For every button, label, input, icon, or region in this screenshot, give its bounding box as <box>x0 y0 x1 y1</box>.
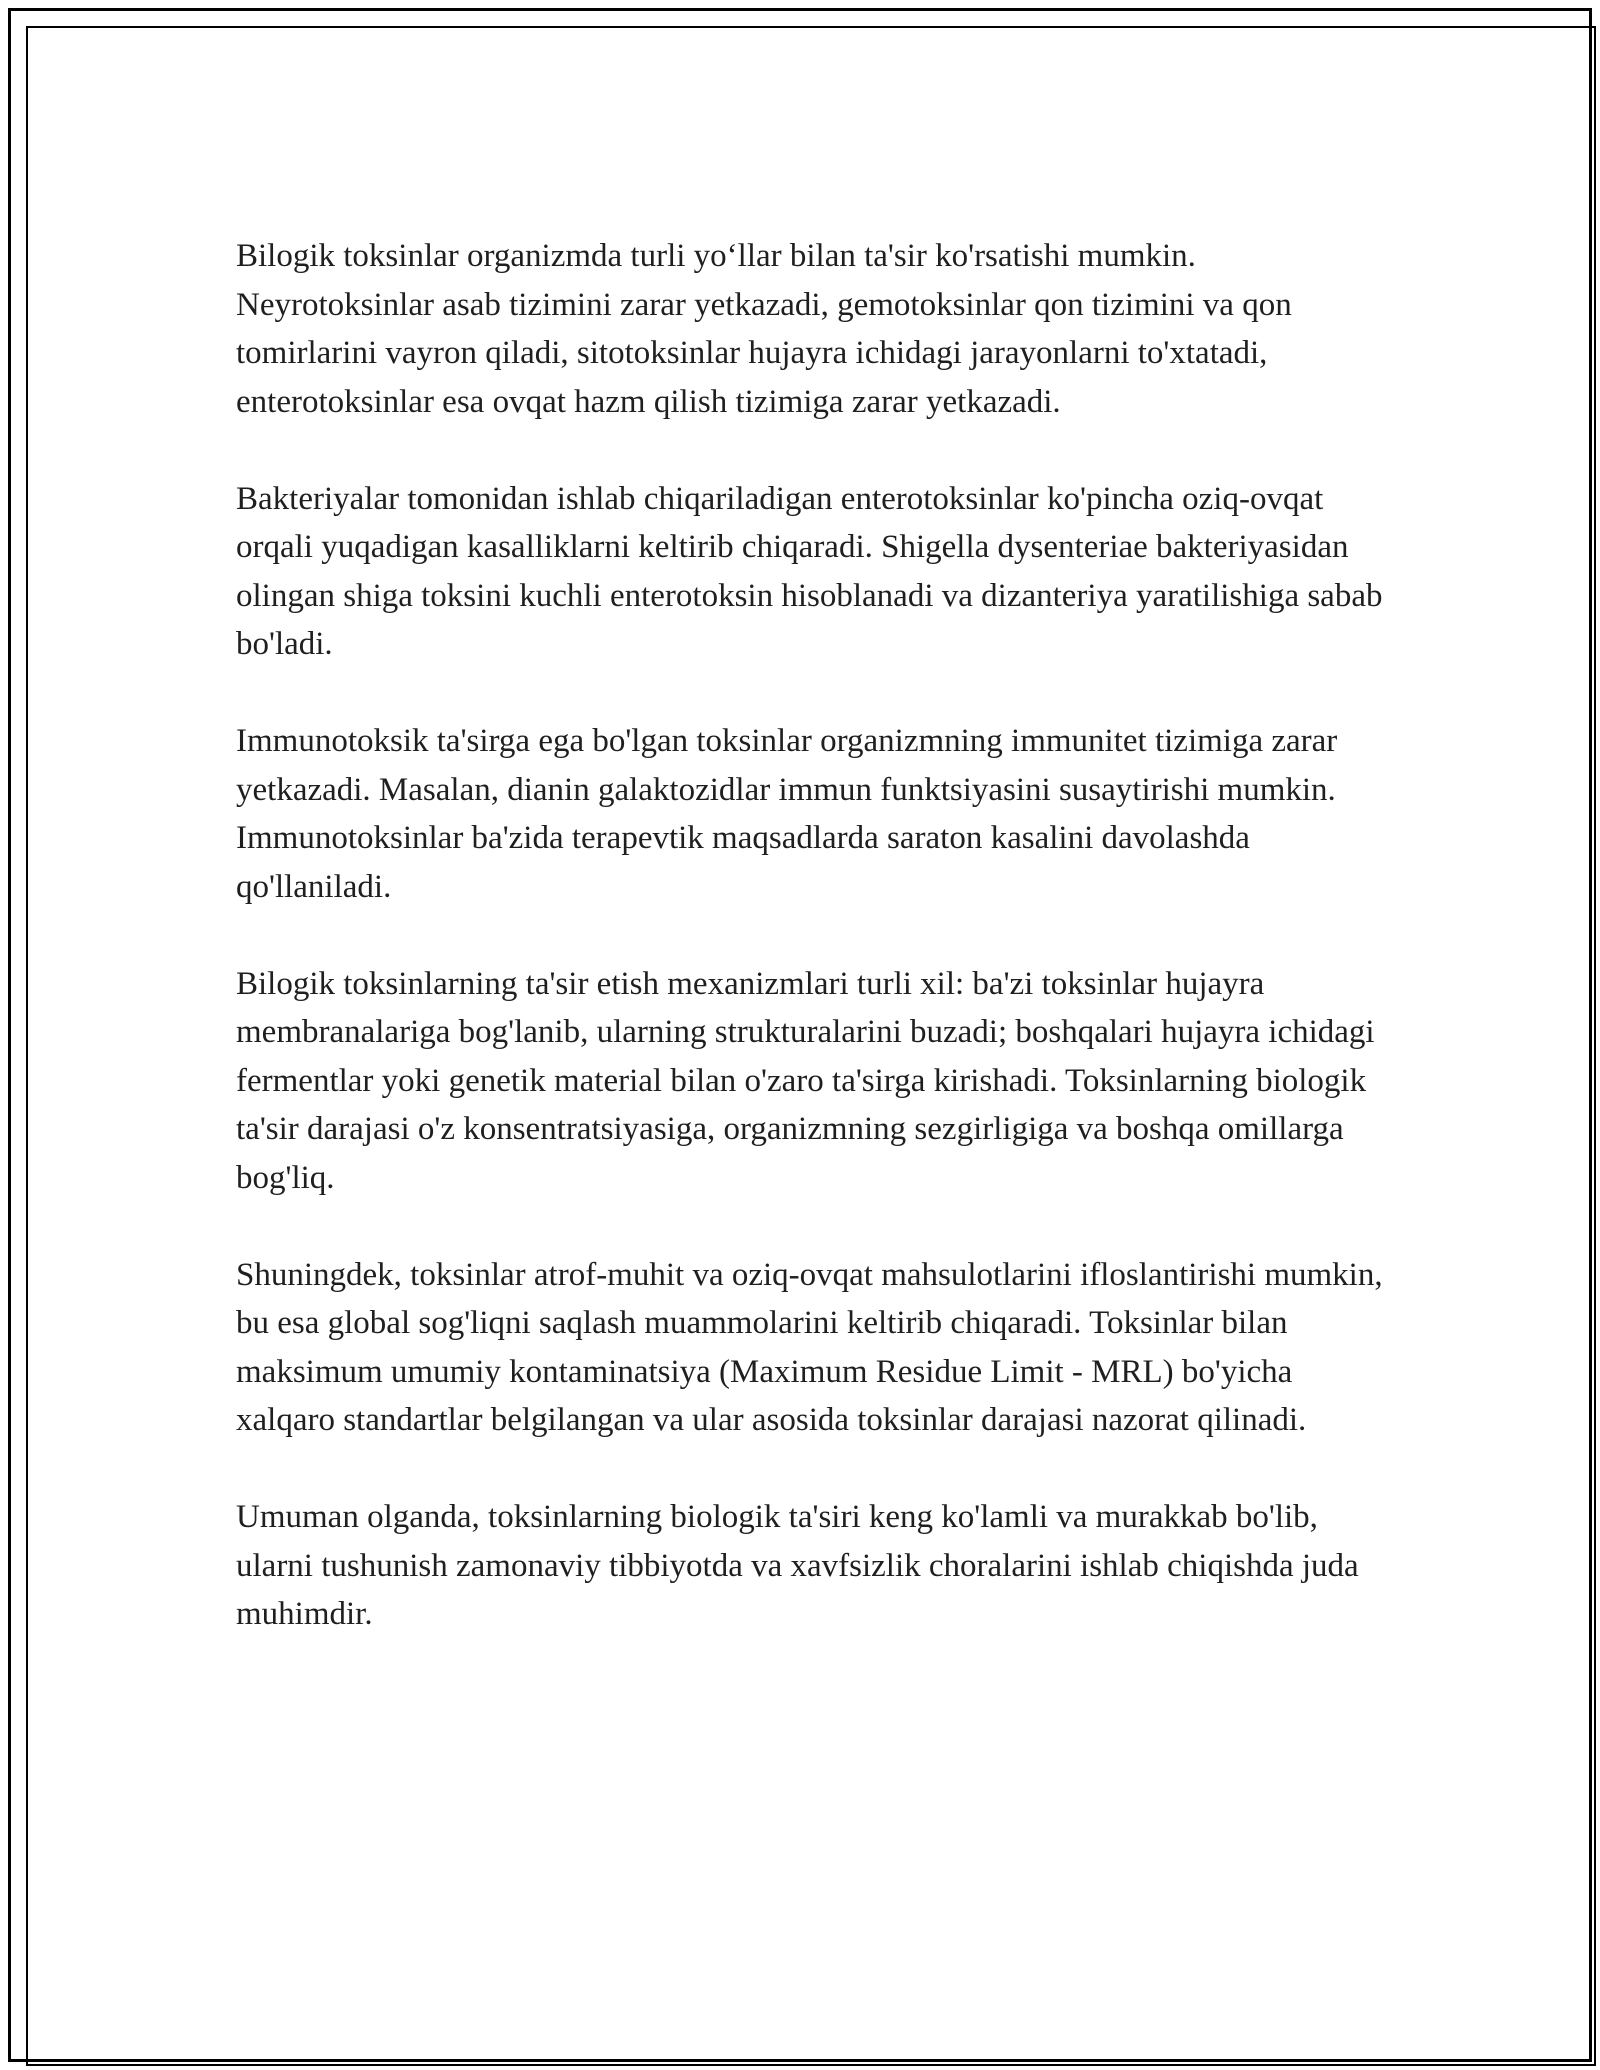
paragraph-5: Shuningdek, toksinlar atrof-muhit va oziq-ovqat mahsulotlarini ifloslantirishi mumkin, bu esa global sog'liqni saqlash muammolarini keltirib chiqaradi. Toksinlar bilan maksimum umumiy kontaminatsiya (Maximum Residue Limit - MRL) bo'yicha xalqaro standartlar belgilangan va ular asosida toksinlar darajasi nazorat qilinadi. <box>236 1256 1383 1438</box>
paragraph-1: Bilogik toksinlar organizmda turli yo‘llar bilan ta'sir ko'rsatishi mumkin. Neyrotoksinlar asab tizimini zarar yetkazadi, gemotoksinlar qon tizimini va qon tomirlarini vayron qiladi, sitotoksinlar hujayra ichidagi jarayonlarni to'xtatadi, enterotoksinlar esa ovqat hazm qilish tizimiga zarar yetkazadi. <box>236 238 1292 420</box>
document-body <box>236 232 1386 1687</box>
paragraph-4: Bilogik toksinlarning ta'sir etish mexanizmlari turli xil: ba'zi toksinlar hujayra membranalariga bog'lanib, ularning strukturalarini buzadi; boshqalari hujayra ichidagi fermentlar yoki genetik material bilan o'zaro ta'sirga kirishadi. Toksinlarning biologik ta'sir darajasi o'z konsentratsiyasiga, organizmning sezgirligiga va boshqa omillarga bog'liq. <box>236 965 1375 1196</box>
paragraph-2: Bakteriyalar tomonidan ishlab chiqariladigan enterotoksinlar ko'pincha oziq-ovqat orqali yuqadigan kasalliklarni keltirib chiqaradi. Shigella dysenteriae bakteriyasidan olingan shiga toksini kuchli enterotoksin hisoblanadi va dizanteriya yaratilishiga sabab bo'ladi. <box>236 480 1383 662</box>
paragraph-3: Immunotoksik ta'sirga ega bo'lgan toksinlar organizmning immunitet tizimiga zarar yetkazadi. Masalan, dianin galaktozidlar immun funktsiyasini susaytirishi mumkin. Immunotoksinlar ba'zida terapevtik maqsadlarda saraton kasalini davolashda qo'llaniladi. <box>236 723 1338 905</box>
paragraph-6: Umuman olganda, toksinlarning biologik ta'siri keng ko'lamli va murakkab bo'lib, ularni tushunish zamonaviy tibbiyotda va xavfsizlik choralarini ishlab chiqishda juda muhimdir. <box>236 1499 1359 1632</box>
